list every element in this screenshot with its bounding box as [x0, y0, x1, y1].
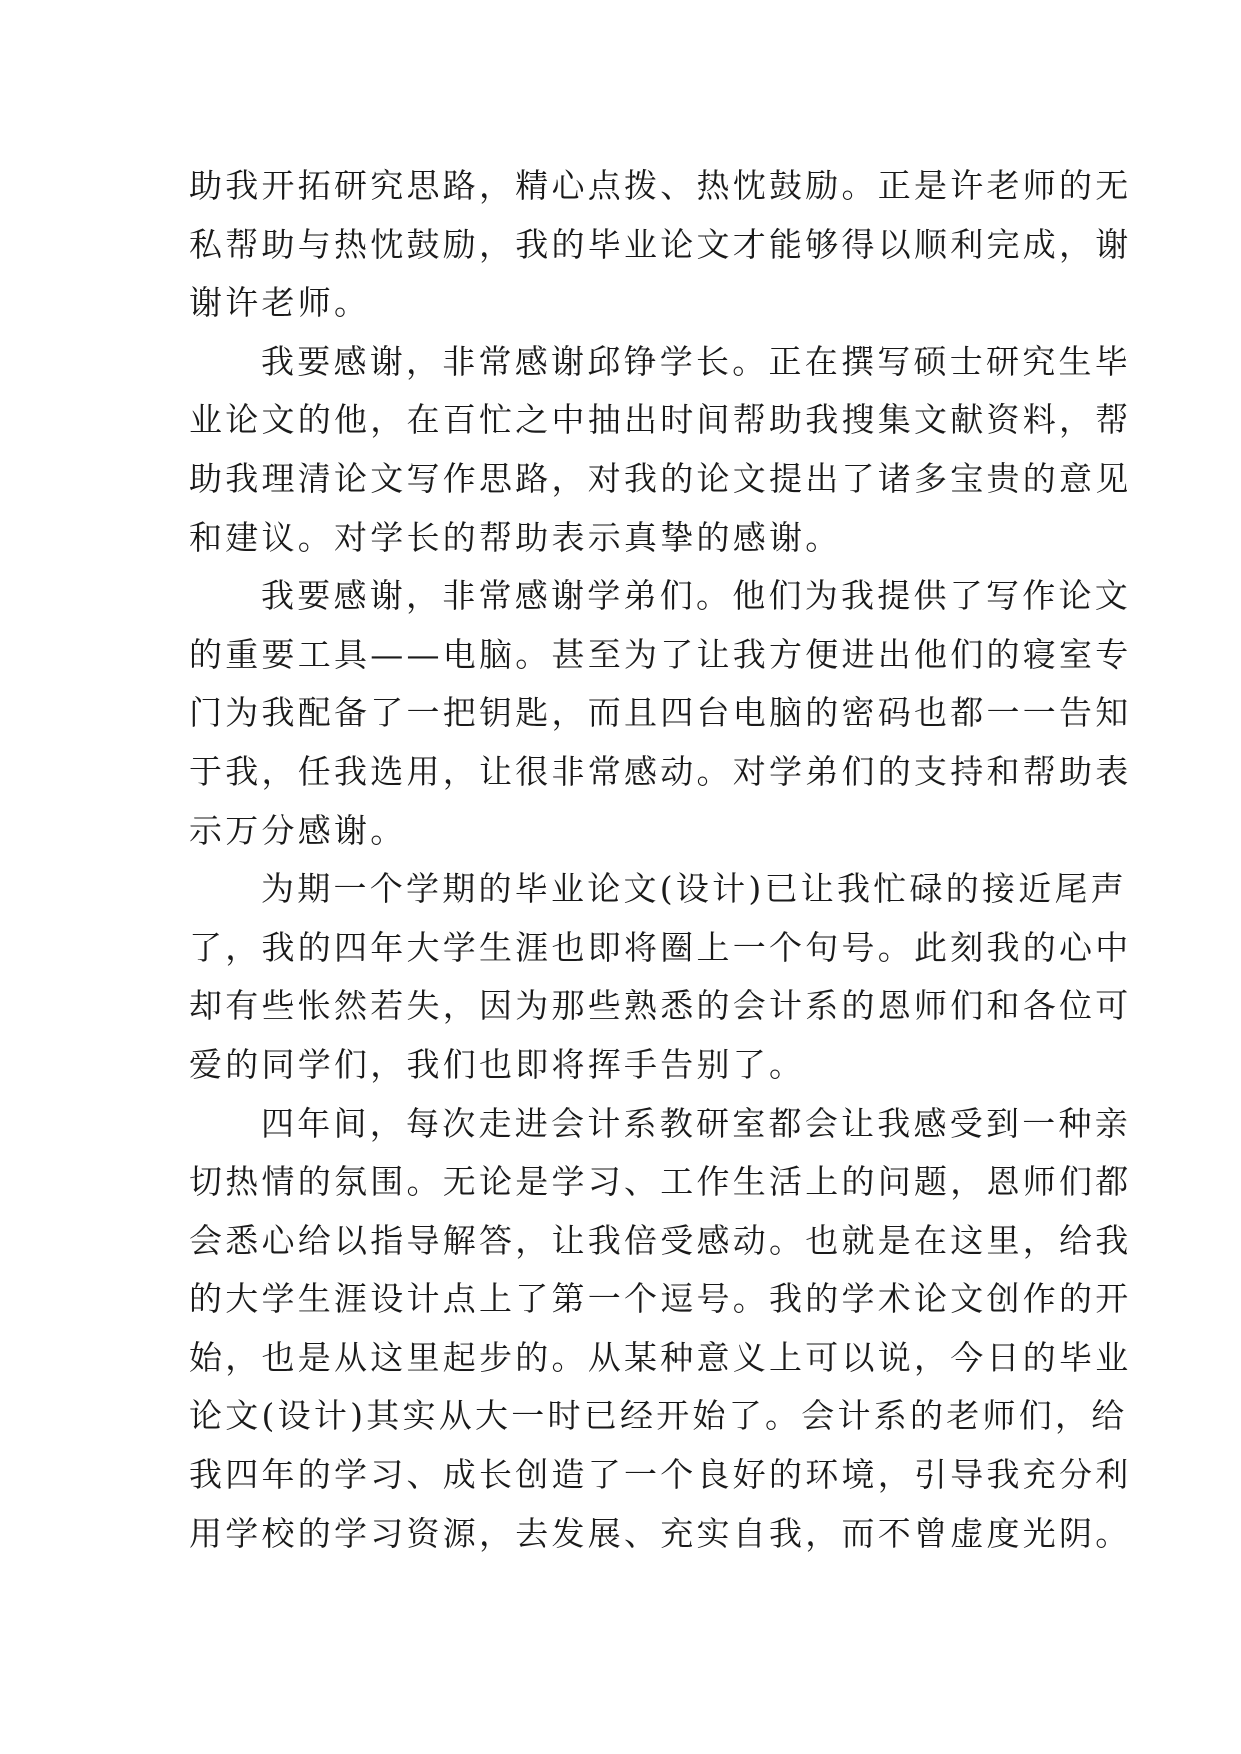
- text-line: 论文(设计)其实从大一时已经开始了。会计系的老师们，给: [189, 1396, 1128, 1436]
- text-line: 爱的同学们，我们也即将挥手告别了。: [189, 1044, 806, 1084]
- text-line: 门为我配备了一把钥匙，而且四台电脑的密码也都一一告知: [189, 693, 1132, 733]
- paragraph-first-line: 我要感谢，非常感谢学弟们。他们为我提供了写作论文: [261, 576, 1131, 616]
- text-line: 示万分感谢。: [189, 810, 407, 850]
- text-line: 却有些怅然若失，因为那些熟悉的会计系的恩师们和各位可: [189, 986, 1132, 1026]
- text-line: 业论文的他，在百忙之中抽出时间帮助我搜集文献资料，帮: [189, 400, 1132, 440]
- text-line: 始，也是从这里起步的。从某种意义上可以说，今日的毕业: [189, 1337, 1132, 1377]
- text-line: 的大学生涯设计点上了第一个逗号。我的学术论文创作的开: [189, 1279, 1132, 1319]
- text-line: 我四年的学习、成长创造了一个良好的环境，引导我充分利: [189, 1455, 1132, 1495]
- text-line: 谢许老师。: [189, 283, 371, 323]
- text-line: 了，我的四年大学生涯也即将圈上一个句号。此刻我的心中: [189, 927, 1132, 967]
- text-line: 用学校的学习资源，去发展、充实自我，而不曾虚度光阴。: [189, 1513, 1132, 1553]
- body-text: [189, 157, 1132, 1563]
- paragraph-first-line: 四年间，每次走进会计系教研室都会让我感受到一种亲: [261, 1103, 1131, 1143]
- paragraph-first-line: 为期一个学期的毕业论文(设计)已让我忙碌的接近尾声: [261, 869, 1127, 909]
- text-line: 和建议。对学长的帮助表示真挚的感谢。: [189, 517, 842, 557]
- text-line: 于我，任我选用，让很非常感动。对学弟们的支持和帮助表: [189, 751, 1132, 791]
- text-line: 切热情的氛围。无论是学习、工作生活上的问题，恩师们都: [189, 1162, 1132, 1202]
- text-line: 助我开拓研究思路，精心点拨、热忱鼓励。正是许老师的无: [189, 166, 1132, 205]
- text-line: 私帮助与热忱鼓励，我的毕业论文才能够得以顺利完成，谢: [189, 224, 1132, 264]
- text-line: 会悉心给以指导解答，让我倍受感动。也就是在这里，给我: [189, 1220, 1132, 1260]
- paragraph-first-line: 我要感谢，非常感谢邱铮学长。正在撰写硕士研究生毕: [261, 341, 1131, 381]
- text-line: 的重要工具——电脑。甚至为了让我方便进出他们的寝室专: [189, 634, 1132, 674]
- text-line: 助我理清论文写作思路，对我的论文提出了诸多宝贵的意见: [189, 458, 1132, 498]
